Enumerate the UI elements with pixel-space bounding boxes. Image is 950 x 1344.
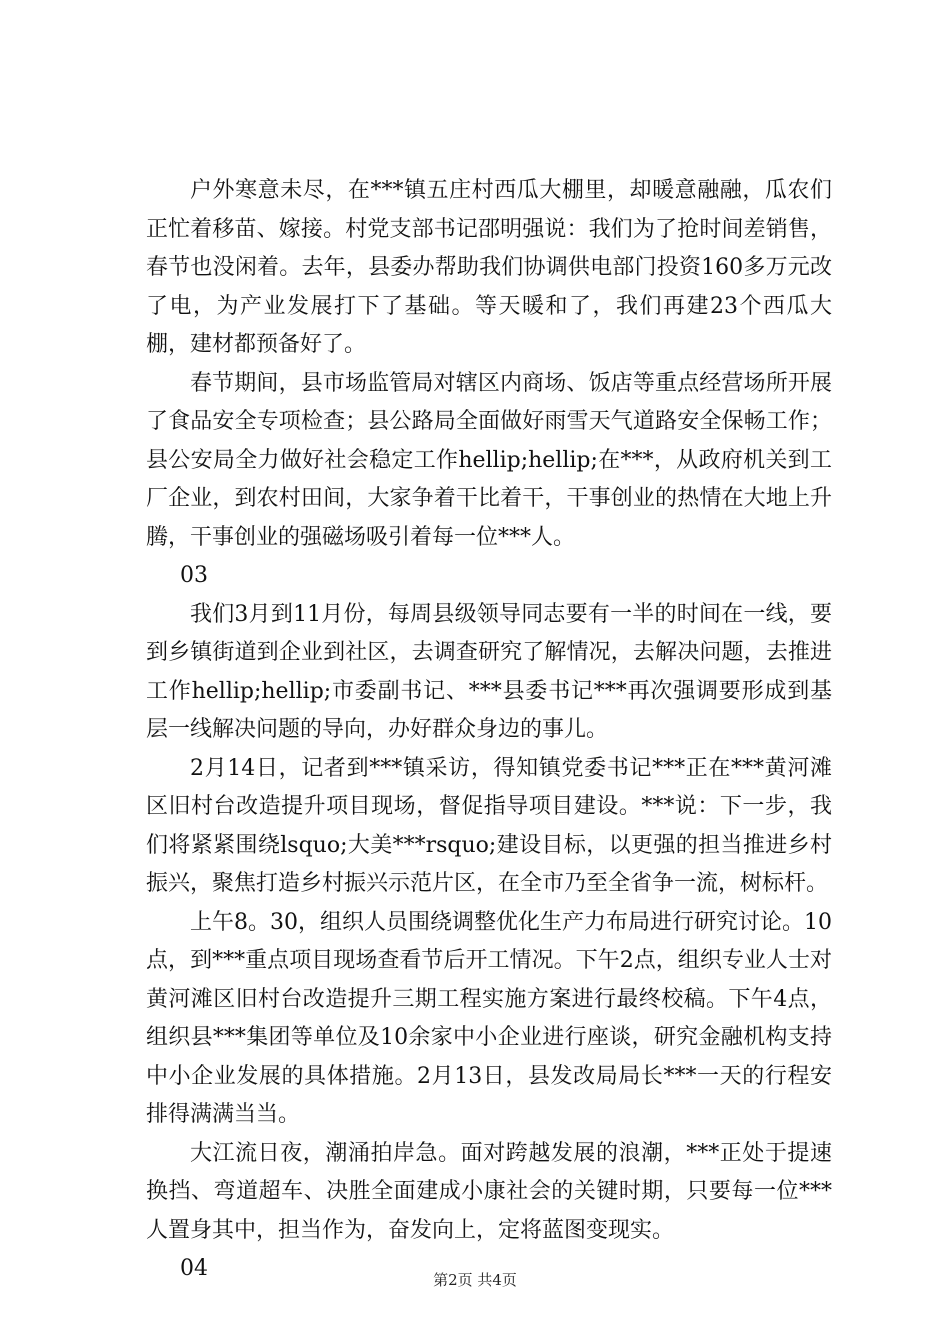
paragraph-conclusion: 大江流日夜，潮涌拍岸急。面对跨越发展的浪潮，***正处于提速换挡、弯道超车、决胜全面建成小康社会的关键时期，只要每一位***人置身其中，担当作为，奋发向上，定将蓝图变现实。 xyxy=(146,1140,832,1243)
page-footer: 第2页 共4页 xyxy=(433,1271,517,1289)
section-number-04: 04 xyxy=(180,1256,208,1281)
document-body xyxy=(146,172,832,1289)
section-number-03: 03 xyxy=(180,563,208,588)
paragraph-spring-festival-work: 春节期间，县市场监管局对辖区内商场、饭店等重点经营场所开展了食品安全专项检查；县公路局全面做好雨雪天气道路安全保畅工作；县公安局全力做好社会稳定工作hellip;hellip;在***，从政府机关到工厂企业，到农村田间，大家争着干比着干，干事创业的热情在大地上升腾，干事创业的强磁场吸引着每一位***人。 xyxy=(146,370,832,550)
paragraph-county-leaders-frontline: 我们3月到11月份，每周县级领导同志要有一半的时间在一线，要到乡镇街道到企业到社区，去调查研究了解情况，去解决问题，去推进工作hellip;hellip;市委副书记、***县委书记***再次强调要形成到基层一线解决问题的导向，办好群众身边的事儿。 xyxy=(146,601,832,742)
paragraph-daily-schedule: 上午8。30，组织人员围绕调整优化生产力布局进行研究讨论。10点，到***重点项目现场查看节后开工情况。下午2点，组织专业人士对黄河滩区旧村台改造提升三期工程实施方案进行最终校稿。下午4点，组织县***集团等单位及10余家中小企业进行座谈，研究金融机构支持中小企业发展的具体措施。2月13日，县发改局局长***一天的行程安排得满满当当。 xyxy=(146,909,832,1127)
paragraph-watermelon-greenhouse: 户外寒意未尽，在***镇五庄村西瓜大棚里，却暖意融融，瓜农们正忙着移苗、嫁接。村党支部书记邵明强说：我们为了抢时间差销售，春节也没闲着。去年，县委办帮助我们协调供电部门投资160多万元改了电，为产业发展打下了基础。等天暖和了，我们再建23个西瓜大棚，建材都预备好了。 xyxy=(146,178,832,357)
paragraph-reporter-interview: 2月14日，记者到***镇采访，得知镇党委书记***正在***黄河滩区旧村台改造提升项目现场，督促指导项目建设。***说：下一步，我们将紧紧围绕lsquo;大美***rsquo;建设目标，以更强的担当推进乡村振兴，聚焦打造乡村振兴示范片区，在全市乃至全省争一流，树标杆。 xyxy=(146,755,832,896)
